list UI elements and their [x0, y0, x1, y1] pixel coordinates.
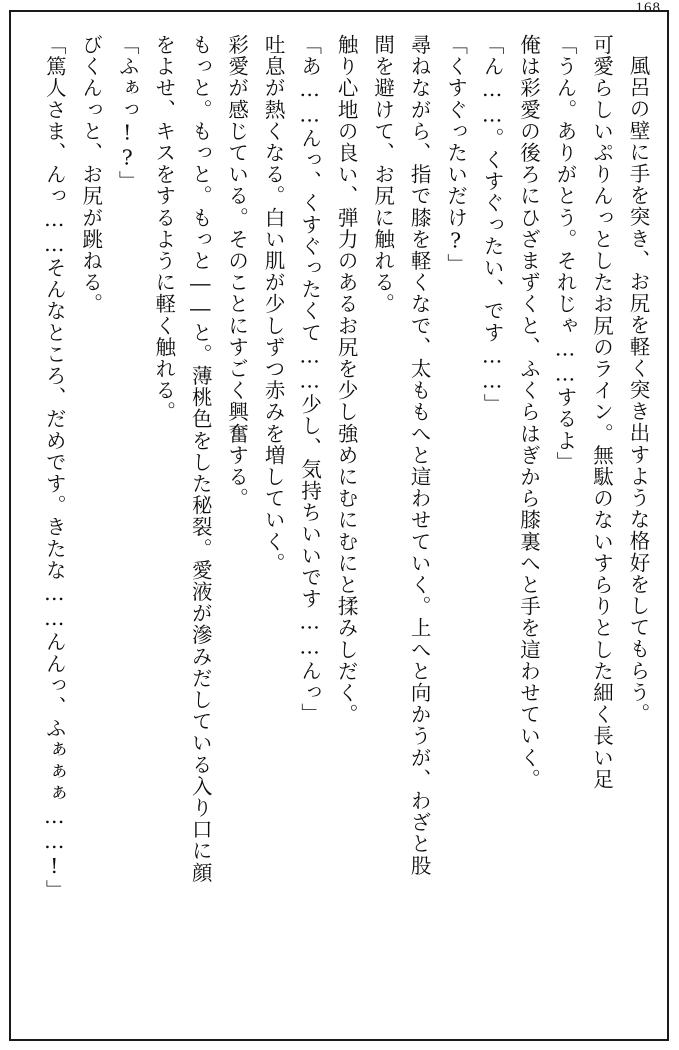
paragraph: 彩愛が感じている。そのことにすごく興奮する。: [224, 34, 249, 510]
paragraph: 間を避けて、お尻に触れる。: [370, 34, 395, 315]
paragraph: もっと。もっと。もっと――と。薄桃色をした秘裂。愛液が滲みだしている入り口に顔: [188, 34, 213, 884]
paragraph: 「あ……んっ、くすぐったくて……少し、気持ちいいです……んっ」: [297, 34, 322, 725]
paragraph: 触り心地の良い、弾力のあるお尻を少し強めにむにむにと揉みしだく。: [334, 34, 359, 726]
page-number: 168: [635, 0, 661, 16]
paragraph: 「ん……。くすぐったい、です……」: [480, 34, 505, 416]
paragraph: 吐息が熱くなる。白い肌が少しずつ赤みを増していく。: [261, 34, 286, 574]
paragraph: 「ふぁっ!?」: [115, 34, 140, 193]
paragraph: をよせ、キスをするように軽く触れる。: [151, 34, 176, 423]
page-text-body: [22, 34, 656, 1014]
paragraph: 俺は彩愛の後ろにひざまずくと、ふくらはぎから膝裏へと手を這わせていく。: [516, 34, 541, 790]
paragraph: 尋ねながら、指で膝を軽くなで、太ももへと這わせていく。上へと向かうが、わざと股: [407, 34, 432, 877]
paragraph: 「篤人さま、んっ……そんなところ、だめです。きたな……んんっ、ふぁぁぁ……!」: [42, 34, 67, 901]
paragraph: 「くすぐったいだけ?」: [443, 34, 468, 276]
paragraph: 「うん。ありがとう。それじゃ……するよ」: [553, 34, 578, 473]
paragraph: びくんっと、お尻が跳ねる。: [78, 34, 103, 315]
paragraph: 風呂の壁に手を突き、お尻を軽く突き出すような格好をしてもらう。: [626, 55, 650, 725]
paragraph: 可愛らしいぷりんっとしたお尻のライン。無駄のないすらりとした細く長い足: [589, 34, 614, 790]
